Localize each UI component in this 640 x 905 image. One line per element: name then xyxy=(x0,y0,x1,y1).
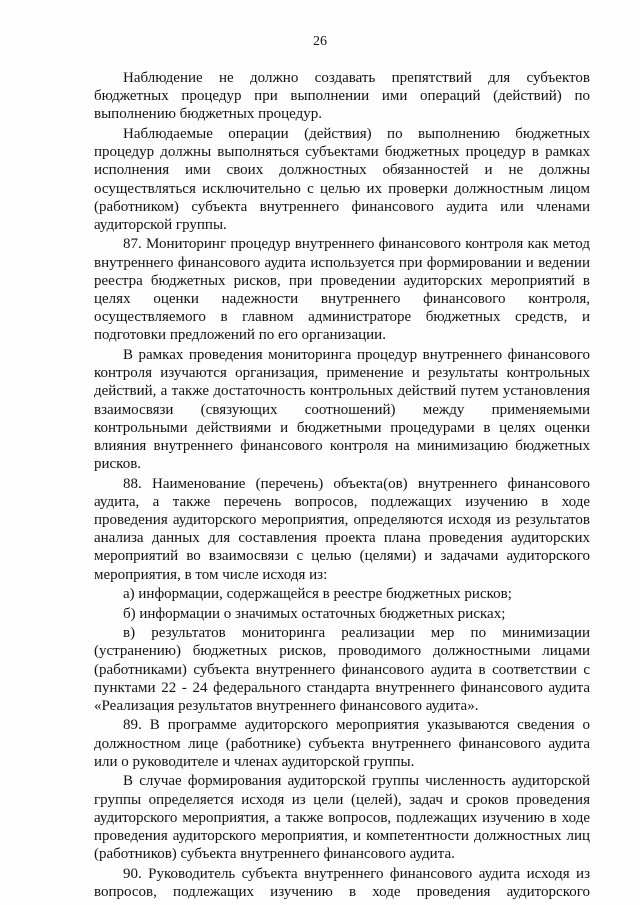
paragraph-observed-operations: Наблюдаемые операции (действия) по выполнению бюджетных процедур должны выполняться субъектами бюджетных процедур в рамках исполнения ими своих должностных обязанностей и не должны осуществляться исключительно с целью их проверки должностным лицом (работником) субъекта внутреннего финансового аудита или членами аудиторской группы. xyxy=(94,125,590,233)
list-item-a: а) информации, содержащейся в реестре бюджетных рисков; xyxy=(123,586,512,603)
paragraph-observation-rule: Наблюдение не должно создавать препятствий для субъектов бюджетных процедур при выполнении ими операций (действий) по выполнению бюджетных процедур. xyxy=(94,70,590,123)
paragraph-89: 89. В программе аудиторского мероприятия указываются сведения о должностном лице (работнике) субъекта внутреннего финансового аудита или о руководителе и членах аудиторской группы. xyxy=(94,717,590,770)
paragraph-90: 90. Руководитель субъекта внутреннего финансового аудита исходя из вопросов, подлежащих изучению в ходе проведения аудиторского xyxy=(94,865,590,900)
paragraph-88: 88. Наименование (перечень) объекта(ов) внутреннего финансового аудита, а также перечень вопросов, подлежащих изучению в ходе проведения аудиторского мероприятия, определяются исходя из результатов анализа данных для составления проекта плана проведения аудиторских мероприятий во взаимосвязи с целью (целями) и задачами аудиторского мероприятия, в том числе исходя из: xyxy=(94,475,590,583)
paragraph-89-audit-group: В случае формирования аудиторской группы численность аудиторской группы определяется исходя из цели (целей), задач и сроков проведения аудиторского мероприятия, а также вопросов, подлежащих изучению в ходе проведения аудиторского мероприятия, и компетентности должностных лиц (работников) субъекта внутреннего финансового аудита. xyxy=(94,773,590,863)
list-item-v: в) результатов мониторинга реализации мер по минимизации (устранению) бюджетных рисков, проводимого должностными лицами (работниками) субъекта внутреннего финансового аудита в соответствии с пунктами 22 - 24 федерального стандарта внутреннего финансового аудита «Реализация результатов внутреннего финансового аудита». xyxy=(94,625,590,714)
list-item-b: б) информации о значимых остаточных бюджетных рисках; xyxy=(123,605,506,622)
document-body xyxy=(94,69,590,902)
paragraph-87: 87. Мониторинг процедур внутреннего финансового контроля как метод внутреннего финансового аудита используется при формировании и ведении реестра бюджетных рисков, при проведении аудиторских мероприятий в целях оценки надежности внутреннего финансового контроля, осуществляемого в главном администраторе бюджетных средств, и подготовки предложений по его организации. xyxy=(94,236,590,344)
paragraph-87-monitoring-scope: В рамках проведения мониторинга процедур внутреннего финансового контроля изучаются организация, применение и результаты контрольных действий, а также достаточность контрольных действий путем установления взаимосвязи (связующих соотношений) между применяемыми контрольными действиями и бюджетными процедурами в целях оценки влияния внутреннего финансового контроля на минимизацию бюджетных рисков. xyxy=(94,346,590,473)
page-number: 26 xyxy=(313,34,327,49)
